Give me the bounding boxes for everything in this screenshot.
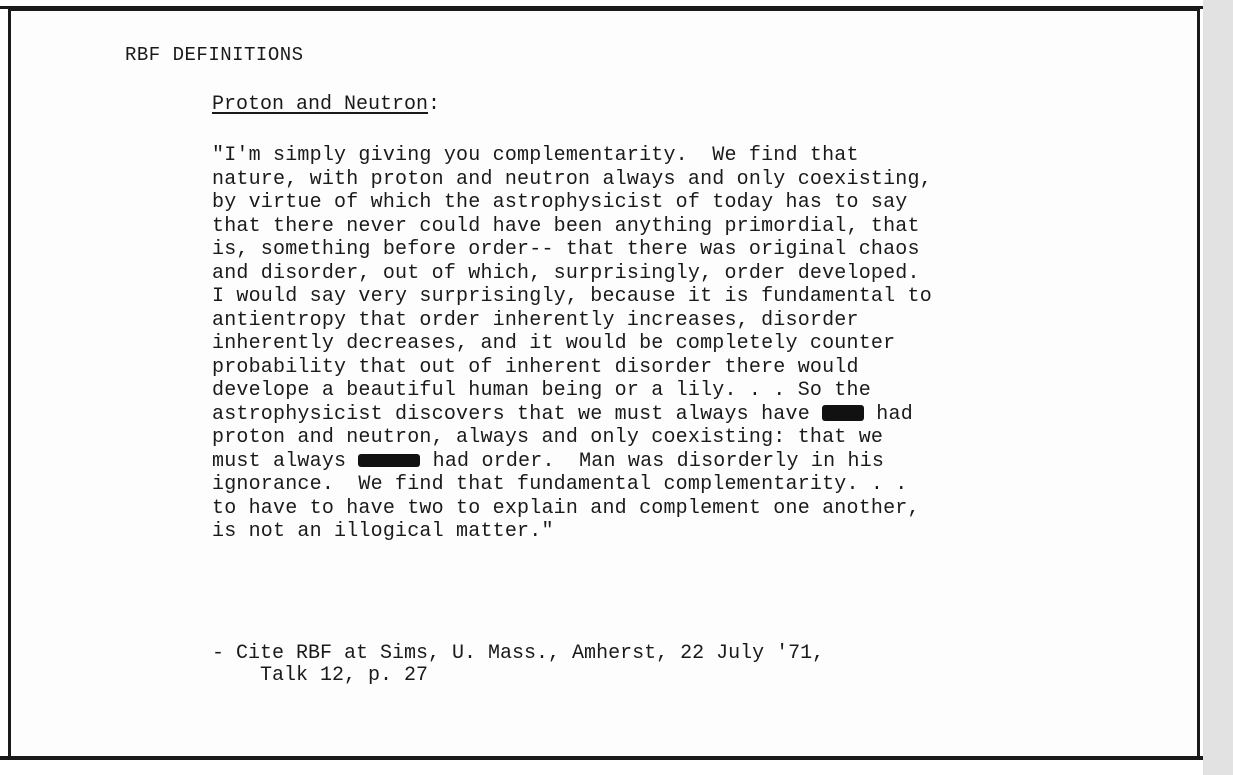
quote-line: ignorance. We find that fundamental complementarity. . . xyxy=(212,473,908,496)
citation-line: - Cite RBF at Sims, U. Mass., Amherst, 22 July '71, xyxy=(212,642,825,665)
quote-line: "I'm simply giving you complementarity. We find that xyxy=(212,144,859,167)
redaction-mark xyxy=(358,454,420,467)
scan-margin xyxy=(1203,0,1233,775)
subheading-text: Proton and Neutron xyxy=(212,93,429,116)
quote-line xyxy=(212,403,1052,427)
document-header: RBF DEFINITIONS xyxy=(125,44,304,66)
quote-line: inherently decreases, and it would be completely counter xyxy=(212,332,896,355)
citation-block xyxy=(212,643,824,687)
quote-fragment: had order. Man was disorderly in his xyxy=(420,449,885,473)
quote-line: nature, with proton and neutron always and only coexisting, xyxy=(212,167,932,191)
quote-line: that there never could have been anything primordial, that xyxy=(212,214,920,238)
quote-line: develope a beautiful human being or a lily. . . So the xyxy=(212,379,871,402)
citation-line: Talk 12, p. 27 xyxy=(212,664,429,687)
subheading-colon: : xyxy=(428,93,441,116)
quotation-block xyxy=(212,144,1052,544)
quote-line: I would say very surprisingly, because it is fundamental to xyxy=(212,285,932,308)
quote-fragment: had xyxy=(864,402,913,426)
quote-line: and disorder, out of which, surprisingly, order developed. xyxy=(212,261,920,285)
quote-line: is not an illogical matter." xyxy=(212,520,554,543)
quote-line: proton and neutron, always and only coexisting: that we xyxy=(212,426,884,449)
quote-line: probability that out of inherent disorder there would xyxy=(212,355,859,379)
quote-line: is, something before order-- that there was original chaos xyxy=(212,238,920,261)
quote-fragment: must always xyxy=(212,449,359,473)
bottom-border-rule xyxy=(0,756,1203,760)
redaction-mark xyxy=(822,405,864,421)
quote-line: to have to have two to explain and complement one another, xyxy=(212,496,920,520)
quote-fragment: astrophysicist discovers that we must always have xyxy=(212,402,823,426)
quote-line: antientropy that order inherently increases, disorder xyxy=(212,308,859,332)
quote-line xyxy=(212,450,1052,474)
quote-line: by virtue of which the astrophysicist of today has to say xyxy=(212,191,908,214)
section-subheading xyxy=(212,93,440,117)
